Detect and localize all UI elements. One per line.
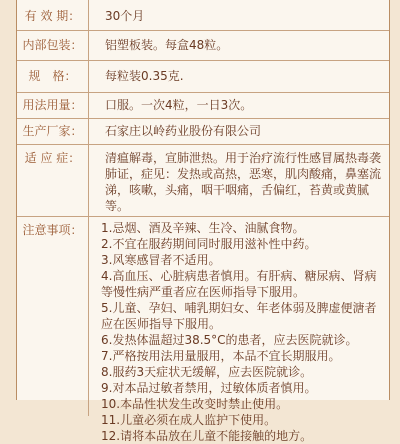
column-divider [88, 144, 89, 216]
precaution-item: 1.忌烟、酒及辛辣、生冷、油腻食物。 [101, 221, 305, 235]
precaution-item: 12.请将本品放在儿童不能接触的地方。 [101, 429, 313, 443]
precaution-item: 5.儿童、孕妇、哺乳期妇女、年老体弱及脾虚便溏者应在医师指导下服用。 [101, 301, 377, 331]
indications-label: 适 应 症： [24, 151, 81, 165]
precautions-list [101, 220, 387, 444]
inner-packaging-label: 内部包装： [22, 38, 83, 52]
precaution-item: 11.儿童必须在成人监护下使用。 [101, 413, 277, 427]
specification-value: 每粒装0.35克. [105, 69, 184, 83]
column-divider [88, 30, 89, 60]
inner-packaging-value: 铝塑板装。每盒48粒。 [105, 38, 229, 52]
column-divider [88, 60, 89, 92]
drug-info-table [16, 0, 390, 443]
precaution-item: 9.对本品过敏者禁用，过敏体质者慎用。 [101, 381, 317, 395]
dosage-label: 用法用量： [22, 98, 83, 112]
expiry-label: 有 效 期： [24, 9, 81, 23]
indications-value: 清瘟解毒，宣肺泄热。用于治疗流行性感冒属热毒袭肺证，症见：发热或高热，恶寒，肌肉酸痛，鼻塞流涕，咳嗽，头痛，咽干咽痛，舌偏红，苔黄或黄腻等。 [105, 151, 382, 213]
precautions-label: 注意事项： [22, 223, 83, 237]
precaution-item: 3.风寒感冒者不适用。 [101, 253, 221, 267]
manufacturer-value: 石家庄以岭药业股份有限公司 [105, 124, 262, 138]
row-expiry [17, 0, 389, 31]
column-divider [88, 216, 89, 416]
row-indications [17, 144, 389, 217]
precaution-item: 10.本品性状发生改变时禁止使用。 [101, 397, 289, 411]
column-divider [88, 92, 89, 118]
row-inner-packaging [17, 30, 389, 61]
row-dosage [17, 92, 389, 119]
precaution-item: 6.发热体温超过38.5°C的患者，应去医院就诊。 [101, 333, 358, 347]
precaution-item: 8.服药3天症状无缓解，应去医院就诊。 [101, 365, 313, 379]
dosage-value: 口服。一次4粒，一日3次。 [105, 98, 253, 112]
row-specification [17, 60, 389, 93]
row-manufacturer [17, 118, 389, 145]
specification-label: 规 格： [28, 69, 77, 83]
expiry-value: 30个月 [105, 9, 145, 23]
row-precautions [17, 216, 389, 443]
precaution-item: 2.不宜在服药期间同时服用滋补性中药。 [101, 237, 317, 251]
column-divider [88, 118, 89, 144]
precaution-item: 4.高血压、心脏病患者慎用。有肝病、糖尿病、肾病等慢性病严重者应在医师指导下服用。 [101, 269, 377, 299]
manufacturer-label: 生产厂家： [22, 124, 83, 138]
column-divider [88, 0, 89, 30]
precaution-item: 7.严格按用法用量服用，本品不宜长期服用。 [101, 349, 341, 363]
